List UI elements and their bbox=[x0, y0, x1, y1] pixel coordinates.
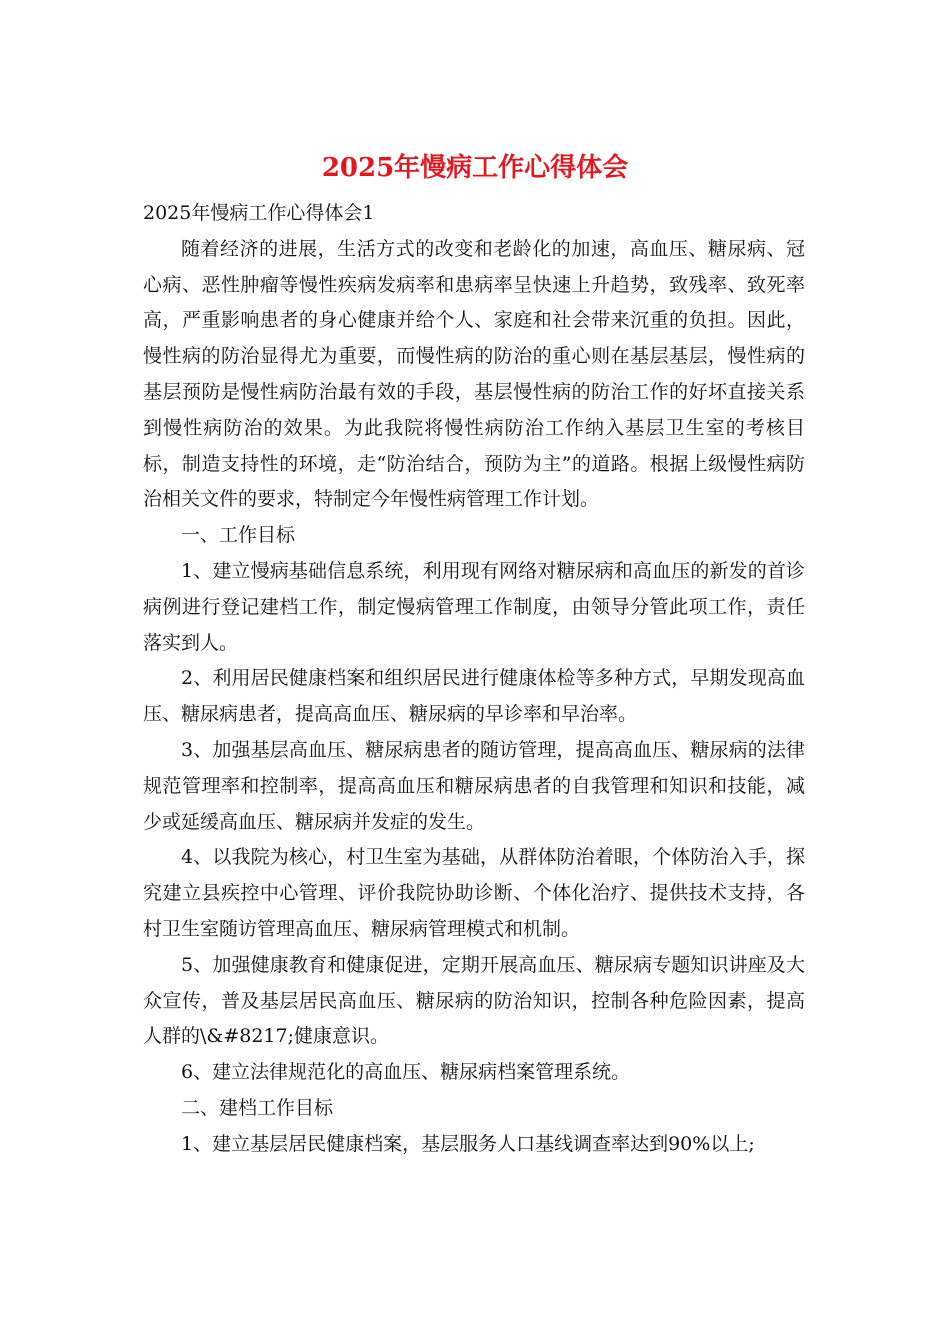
intro-paragraph: 随着经济的进展，生活方式的改变和老龄化的加速，高血压、糖尿病、冠心病、恶性肿瘤等慢性疾病发病率和患病率呈快速上升趋势，致残率、致死率高，严重影响患者的身心健康并给个人、家庭和社会带来沉重的负担。因此，慢性病的防治显得尤为重要，而慢性病的防治的重心则在基层基层，慢性病的基层预防是慢性病防治最有效的手段，基层慢性病的防治工作的好坏直接关系到慢性病防治的效果。为此我院将慢性病防治工作纳入基层卫生室的考核目标，制造支持性的环境，走“防治结合，预防为主”的道路。根据上级慢性病防治相关文件的要求，特制定今年慢性病管理工作计划。 bbox=[143, 237, 805, 511]
document-body bbox=[143, 196, 805, 1163]
document-title: 2025年慢病工作心得体会 bbox=[321, 153, 629, 183]
document-subtitle: 2025年慢病工作心得体会1 bbox=[143, 202, 375, 224]
goal-item-2: 2、利用居民健康档案和组织居民进行健康体检等多种方式，早期发现高血压、糖尿病患者，提高高血压、糖尿病的早诊率和早治率。 bbox=[143, 667, 805, 726]
goal-item-4: 4、以我院为核心，村卫生室为基础，从群体防治着眼，个体防治入手，探究建立县疾控中心管理、评价我院协助诊断、个体化治疗、提供技术支持，各村卫生室随访管理高血压、糖尿病管理模式和机制。 bbox=[143, 846, 805, 940]
goal-item-1: 1、建立慢病基础信息系统，利用现有网络对糖尿病和高血压的新发的首诊病例进行登记建档工作，制定慢病管理工作制度，由领导分管此项工作，责任落实到人。 bbox=[143, 559, 805, 654]
goal-item-5: 5、加强健康教育和健康促进，定期开展高血压、糖尿病专题知识讲座及大众宣传，普及基层居民高血压、糖尿病的防治知识，控制各种危险因素，提高人群的\&#8217;健康意识。 bbox=[143, 953, 805, 1048]
goal-item-6: 6、建立法律规范化的高血压、糖尿病档案管理系统。 bbox=[181, 1061, 631, 1084]
filing-goal-item-1: 1、建立基层居民健康档案，基层服务人口基线调查率达到90%以上; bbox=[181, 1132, 755, 1155]
section-heading-work-goals: 一、工作目标 bbox=[181, 524, 296, 547]
section-heading-filing-goals: 二、建档工作目标 bbox=[181, 1096, 334, 1119]
goal-item-3: 3、加强基层高血压、糖尿病患者的随访管理，提高高血压、糖尿病的法律规范管理率和控制率，提高高血压和糖尿病患者的自我管理和知识和技能，减少或延缓高血压、糖尿病并发症的发生。 bbox=[143, 738, 805, 833]
